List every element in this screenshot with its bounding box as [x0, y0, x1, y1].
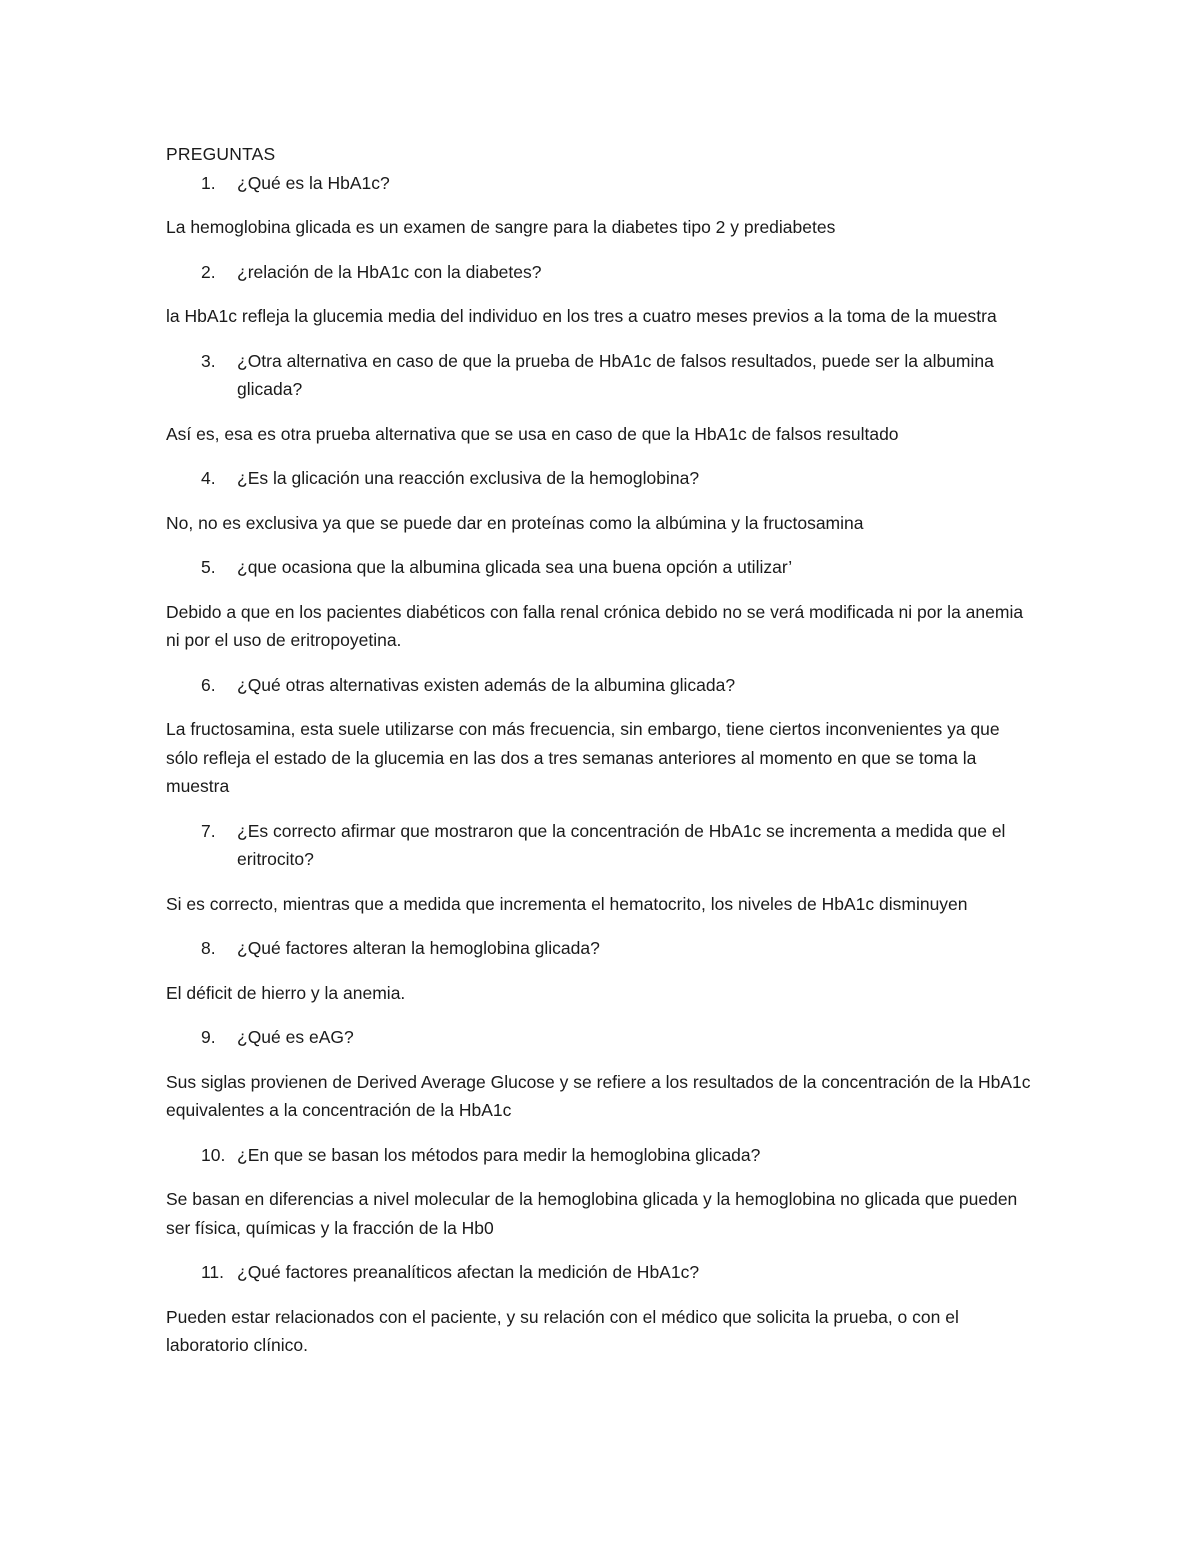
question-9 — [166, 1023, 1036, 1052]
question-text: ¿Es la glicación una reacción exclusiva de la hemoglobina? — [237, 468, 700, 488]
question-number: 1. — [201, 172, 216, 193]
question-number: 3. — [201, 350, 216, 371]
question-11 — [166, 1258, 1036, 1287]
question-number: 11. — [201, 1262, 225, 1282]
answer-5: Debido a que en los pacientes diabéticos con falla renal crónica debido no se verá modificada ni por la anemia ni por el uso de eritropoyetina. — [166, 601, 1024, 650]
answer-9: Sus siglas provienen de Derived Average Glucose y se refiere a los resultados de la concentración de la HbA1c equivalentes a la concentración de la HbA1c — [166, 1071, 1031, 1120]
answer-11: Pueden estar relacionados con el paciente, y su relación con el médico que solicita la prueba, o con el laboratorio clínico. — [166, 1306, 959, 1355]
question-1 — [166, 169, 1036, 198]
question-text: ¿relación de la HbA1c con la diabetes? — [237, 261, 542, 282]
question-text: ¿Qué es eAG? — [237, 1027, 354, 1047]
question-number: 9. — [201, 1027, 216, 1047]
question-number: 10. — [201, 1144, 226, 1165]
question-4 — [166, 464, 1036, 493]
answer-1: La hemoglobina glicada es un examen de sangre para la diabetes tipo 2 y prediabetes — [166, 217, 836, 237]
answer-6: La fructosamina, esta suele utilizarse con más frecuencia, sin embargo, tiene ciertos inconvenientes ya que sólo refleja el estado de la glucemia en las dos a tres semanas anteriores al momento en que se toma la muestra — [166, 719, 1000, 796]
question-text: ¿Qué otras alternativas existen además de la albumina glicada? — [237, 674, 736, 695]
question-text: ¿En que se basan los métodos para medir la hemoglobina glicada? — [237, 1144, 761, 1165]
answer-7: Si es correcto, mientras que a medida que incrementa el hematocrito, los niveles de HbA1c disminuyen — [166, 893, 968, 914]
answer-4: No, no es exclusiva ya que se puede dar en proteínas como la albúmina y la fructosamina — [166, 512, 864, 533]
page-title: PREGUNTAS — [166, 144, 276, 164]
question-6 — [166, 671, 1036, 700]
question-2 — [166, 258, 1036, 287]
question-number: 6. — [201, 674, 216, 695]
question-3 — [166, 347, 1036, 404]
question-7 — [166, 817, 1036, 874]
answer-3: Así es, esa es otra prueba alternativa que se usa en caso de que la HbA1c de falsos resultado — [166, 423, 899, 444]
question-number: 5. — [201, 557, 216, 577]
question-text: ¿que ocasiona que la albumina glicada sea una buena opción a utilizar’ — [237, 557, 793, 577]
question-text: ¿Otra alternativa en caso de que la prueba de HbA1c de falsos resultados, puede ser la albumina glicada? — [237, 350, 994, 399]
question-text: ¿Qué es la HbA1c? — [237, 172, 390, 193]
question-number: 2. — [201, 261, 216, 282]
question-8 — [166, 934, 1036, 963]
answer-2: la HbA1c refleja la glucemia media del individuo en los tres a cuatro meses previos a la toma de la muestra — [166, 306, 997, 326]
question-text: ¿Qué factores preanalíticos afectan la medición de HbA1c? — [237, 1262, 700, 1282]
question-text: ¿Es correcto afirmar que mostraron que la concentración de HbA1c se incrementa a medida que el eritrocito? — [237, 820, 1006, 869]
question-text: ¿Qué factores alteran la hemoglobina glicada? — [237, 938, 600, 958]
answer-8: El déficit de hierro y la anemia. — [166, 982, 406, 1003]
question-10 — [166, 1141, 1036, 1170]
question-number: 8. — [201, 938, 216, 958]
answer-10: Se basan en diferencias a nivel molecular de la hemoglobina glicada y la hemoglobina no glicada que pueden ser física, químicas y la fracción de la Hb0 — [166, 1189, 1018, 1238]
question-number: 7. — [201, 820, 216, 841]
question-5 — [166, 553, 1036, 582]
document-body — [166, 140, 1036, 1376]
question-number: 4. — [201, 468, 216, 488]
